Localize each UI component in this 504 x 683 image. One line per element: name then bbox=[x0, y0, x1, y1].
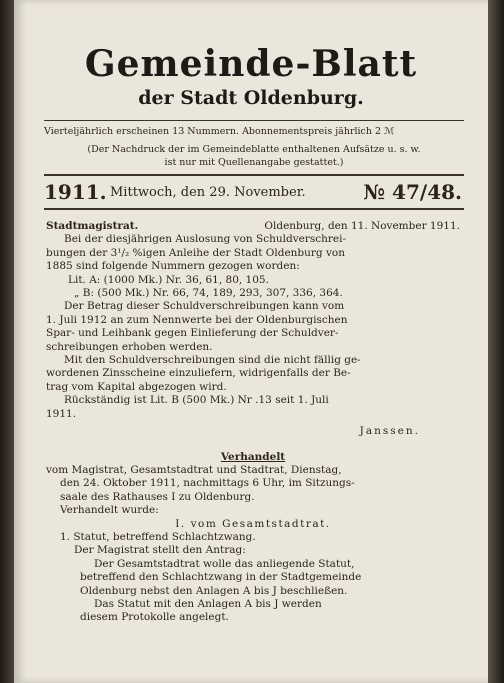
notice-header bbox=[46, 220, 460, 233]
masthead-title: Gemeinde-Blatt bbox=[84, 43, 418, 85]
notice-line: Rückständig ist Lit. B (500 Mk.) Nr .13 seit 1. Juli bbox=[64, 394, 329, 407]
notice-line: bungen der 3¹/₂ %igen Anleihe der Stadt Oldenburg von bbox=[46, 246, 345, 259]
notice-line: 1885 sind folgende Nummern gezogen worden: bbox=[46, 260, 300, 273]
book-edge bbox=[488, 0, 504, 683]
protocol-line: vom Magistrat, Gesamtstadtrat und Stadtrat, Dienstag, bbox=[46, 463, 342, 476]
protocol-section: I. vom Gesamtstadtrat. bbox=[175, 517, 331, 530]
copyright-note bbox=[44, 143, 464, 169]
masthead-subtitle: der Stadt Oldenburg. bbox=[138, 87, 364, 109]
notice-line: wordenen Zinsscheine einzuliefern, widrigenfalls der Be- bbox=[46, 367, 351, 380]
lit-b-numbers: „ B: (500 Mk.) Nr. 66, 74, 189, 293, 307, 336, 364. bbox=[74, 287, 343, 300]
book-binding bbox=[0, 0, 14, 683]
protocol-line: Das Statut mit den Anlagen A bis J werden bbox=[94, 597, 322, 610]
notice-line: trag vom Kapital abgezogen wird. bbox=[46, 380, 227, 393]
rule-after-date bbox=[44, 208, 464, 210]
notice-line: Mit den Schuldverschreibungen sind die nicht fällig ge- bbox=[64, 354, 361, 367]
protocol-item: 1. Statut, betreffend Schlachtzwang. bbox=[60, 530, 256, 543]
notice-signature: Janssen. bbox=[359, 425, 420, 438]
notice-place-date: Oldenburg, den 11. November 1911. bbox=[264, 220, 460, 232]
protocol-line: Oldenburg nebst den Anlagen A bis J beschließen. bbox=[80, 584, 348, 597]
protocol-line: saale des Rathauses I zu Oldenburg. bbox=[60, 490, 255, 503]
issue-year: 1911. bbox=[44, 180, 107, 204]
subscription-info: Vierteljährlich erscheinen 13 Nummern. Abonnementspreis jährlich 2 ℳ bbox=[44, 126, 395, 137]
protocol-line: betreffend den Schlachtzwang in der Stadtgemeinde bbox=[80, 571, 362, 584]
protocol-line: Verhandelt wurde: bbox=[60, 504, 159, 517]
article-body bbox=[46, 220, 460, 625]
notice-line: 1911. bbox=[46, 407, 77, 420]
protocol-line: den 24. Oktober 1911, nachmittags 6 Uhr, im Sitzungs- bbox=[60, 477, 355, 490]
notice-line: schreibungen erhoben werden. bbox=[46, 340, 213, 353]
notice-heading: Stadtmagistrat. bbox=[46, 220, 139, 232]
protocol-line: Der Magistrat stellt den Antrag: bbox=[74, 544, 246, 557]
issue-number: № 47/48. bbox=[363, 180, 462, 204]
protocol-line: Der Gesamtstadtrat wolle das anliegende Statut, bbox=[94, 557, 355, 570]
masthead bbox=[14, 44, 488, 110]
rule-before-date bbox=[44, 174, 464, 176]
copyright-line-2: ist nur mit Quellenangabe gestattet.) bbox=[164, 157, 344, 168]
protocol-heading: Verhandelt bbox=[220, 450, 286, 463]
dateline bbox=[44, 180, 464, 206]
copyright-line-1: (Der Nachdruck der im Gemeindeblatte enthaltenen Aufsätze u. s. w. bbox=[87, 144, 421, 155]
page bbox=[14, 0, 488, 683]
protocol-line: diesem Protokolle angelegt. bbox=[80, 611, 229, 624]
rule-top bbox=[44, 120, 464, 121]
notice-line: Der Betrag dieser Schuldverschreibungen kann vom bbox=[64, 300, 345, 313]
notice-line: 1. Juli 1912 an zum Nennwerte bei der Oldenburgischen bbox=[46, 313, 348, 326]
issue-date: Mittwoch, den 29. November. bbox=[110, 185, 306, 200]
notice-line: Spar- und Leihbank gegen Einlieferung der Schuldver- bbox=[46, 327, 339, 340]
notice-line: Bei der diesjährigen Auslosung von Schuldverschrei- bbox=[64, 233, 347, 246]
lit-a-numbers: Lit. A: (1000 Mk.) Nr. 36, 61, 80, 105. bbox=[68, 273, 269, 286]
